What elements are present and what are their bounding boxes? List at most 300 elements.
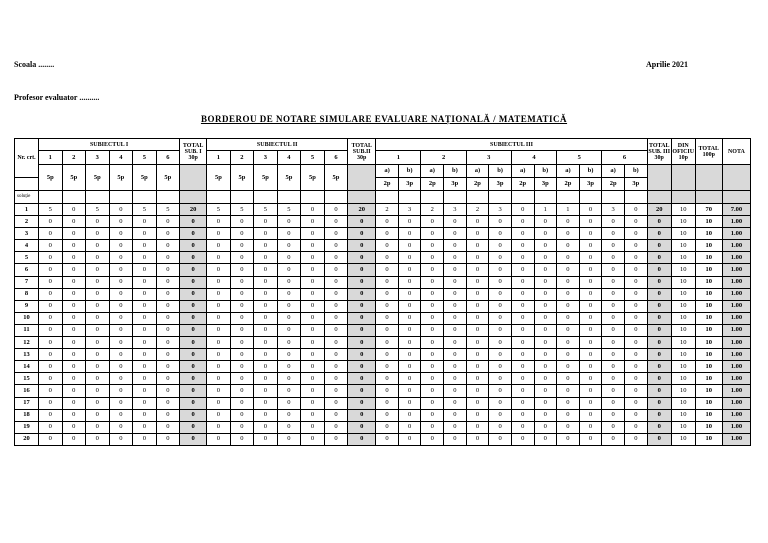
subject1-score: 0 xyxy=(156,288,180,300)
subject3-score: 0 xyxy=(602,361,625,373)
subject1-score: 0 xyxy=(133,300,157,312)
subject3-score: 0 xyxy=(579,433,602,445)
subject3-score: 0 xyxy=(489,385,512,397)
row-number: 18 xyxy=(15,409,39,421)
subject1-score: 0 xyxy=(109,337,133,349)
nota-score: 1.00 xyxy=(722,373,750,385)
subject3-score: 0 xyxy=(398,385,421,397)
subject3-score: 0 xyxy=(398,421,421,433)
student-row xyxy=(15,216,751,228)
subject3-score: 0 xyxy=(489,421,512,433)
subject2-score: 5 xyxy=(254,204,278,216)
subject2-item-header: 5 xyxy=(301,151,325,165)
subject2-score: 0 xyxy=(324,228,348,240)
total2-header: TOTAL SUB.II 30p xyxy=(348,139,376,165)
subject1-score: 0 xyxy=(39,252,63,264)
subject3-score: 0 xyxy=(398,397,421,409)
subject3-score: 0 xyxy=(421,240,444,252)
din-oficiu-header: DIN OFICIU 10p xyxy=(671,139,695,165)
subject3-score: 0 xyxy=(376,337,399,349)
subject1-score: 0 xyxy=(62,288,86,300)
student-row xyxy=(15,349,751,361)
subject3-score: 0 xyxy=(534,276,557,288)
subject3-score: 0 xyxy=(511,264,534,276)
student-row xyxy=(15,421,751,433)
subject3-score: 0 xyxy=(466,433,489,445)
subject3-score: 0 xyxy=(466,349,489,361)
subject1-score: 0 xyxy=(39,288,63,300)
subject3-score: 0 xyxy=(398,300,421,312)
subject3-score: 0 xyxy=(534,397,557,409)
total2-score: 0 xyxy=(348,300,376,312)
subject2-score: 0 xyxy=(207,361,231,373)
row-number: 10 xyxy=(15,312,39,324)
subject2-score: 0 xyxy=(207,324,231,336)
solution-cell xyxy=(557,191,580,204)
subject3-score: 0 xyxy=(444,288,467,300)
subject1-score: 0 xyxy=(62,385,86,397)
subject3-score: 0 xyxy=(557,397,580,409)
total-score: 10 xyxy=(695,312,722,324)
din-oficiu-score: 10 xyxy=(671,312,695,324)
total1-score: 0 xyxy=(180,228,207,240)
nota-score: 1.00 xyxy=(722,433,750,445)
subject3-score: 0 xyxy=(398,252,421,264)
subject2-score: 0 xyxy=(277,337,301,349)
subject3-score: 0 xyxy=(489,252,512,264)
subject2-score: 0 xyxy=(301,312,325,324)
solution-nota xyxy=(722,191,750,204)
subject2-score: 0 xyxy=(324,397,348,409)
total-score: 70 xyxy=(695,204,722,216)
student-row xyxy=(15,337,751,349)
subject3-score: 0 xyxy=(579,385,602,397)
subject3-points-header: 2p xyxy=(421,178,444,191)
subject1-score: 0 xyxy=(133,421,157,433)
subject1-score: 0 xyxy=(156,397,180,409)
subject3-score: 0 xyxy=(376,252,399,264)
subject3-score: 0 xyxy=(511,288,534,300)
subject2-item-header: 4 xyxy=(277,151,301,165)
total1-score: 0 xyxy=(180,361,207,373)
total2-score: 0 xyxy=(348,337,376,349)
subject3-score: 0 xyxy=(421,228,444,240)
total2-score: 0 xyxy=(348,409,376,421)
nota-score: 1.00 xyxy=(722,264,750,276)
subject3-score: 0 xyxy=(579,349,602,361)
subject1-score: 0 xyxy=(39,349,63,361)
subject1-score: 0 xyxy=(156,409,180,421)
total-points-cell xyxy=(695,165,722,191)
din-oficiu-score: 10 xyxy=(671,300,695,312)
subject1-score: 0 xyxy=(156,385,180,397)
subject3-score: 0 xyxy=(466,337,489,349)
subject1-score: 0 xyxy=(156,300,180,312)
subject2-score: 0 xyxy=(301,433,325,445)
solution-cell xyxy=(398,191,421,204)
subject1-item-header: 2 xyxy=(62,151,86,165)
subject1-score: 0 xyxy=(109,240,133,252)
total1-score: 0 xyxy=(180,373,207,385)
subject3-item-header: 3 xyxy=(466,151,511,165)
subject3-score: 0 xyxy=(534,349,557,361)
subject1-score: 0 xyxy=(156,433,180,445)
total-score: 10 xyxy=(695,240,722,252)
total-header: TOTAL 100p xyxy=(695,139,722,165)
subject3-score: 0 xyxy=(466,324,489,336)
solution-cell xyxy=(579,191,602,204)
subject1-item-header: 3 xyxy=(86,151,110,165)
subject3-score: 0 xyxy=(376,397,399,409)
subject3-score: 0 xyxy=(376,288,399,300)
subject3-score: 0 xyxy=(444,397,467,409)
subject3-part-header: b) xyxy=(624,165,647,178)
subject1-score: 0 xyxy=(62,300,86,312)
subject1-score: 0 xyxy=(133,409,157,421)
total2-score: 0 xyxy=(348,324,376,336)
subject2-score: 0 xyxy=(254,276,278,288)
total1-score: 20 xyxy=(180,204,207,216)
subject1-score: 5 xyxy=(133,204,157,216)
row-number: 5 xyxy=(15,252,39,264)
subject3-score: 0 xyxy=(376,312,399,324)
subject2-score: 0 xyxy=(301,252,325,264)
subject3-score: 0 xyxy=(624,373,647,385)
subject1-score: 0 xyxy=(62,240,86,252)
subject2-score: 0 xyxy=(277,252,301,264)
subject3-score: 0 xyxy=(489,337,512,349)
subject3-score: 1 xyxy=(557,204,580,216)
subject1-score: 0 xyxy=(62,433,86,445)
subject2-score: 0 xyxy=(324,216,348,228)
subject1-score: 5 xyxy=(156,204,180,216)
subject3-score: 0 xyxy=(376,349,399,361)
total2-score: 20 xyxy=(348,204,376,216)
subject3-score: 0 xyxy=(624,276,647,288)
subject3-score: 0 xyxy=(602,433,625,445)
subject2-score: 0 xyxy=(207,337,231,349)
subject3-score: 0 xyxy=(511,421,534,433)
total3-score: 20 xyxy=(647,204,671,216)
subject3-score: 0 xyxy=(444,300,467,312)
student-row xyxy=(15,373,751,385)
total1-score: 0 xyxy=(180,300,207,312)
subject3-points-header: 2p xyxy=(557,178,580,191)
subject1-score: 0 xyxy=(109,397,133,409)
subject3-score: 0 xyxy=(489,361,512,373)
subject3-score: 0 xyxy=(376,276,399,288)
subject2-score: 0 xyxy=(324,240,348,252)
subject2-score: 0 xyxy=(324,264,348,276)
subject3-score: 0 xyxy=(421,324,444,336)
subject1-score: 0 xyxy=(133,288,157,300)
subject3-score: 0 xyxy=(534,264,557,276)
subject3-score: 0 xyxy=(511,349,534,361)
subject2-score: 0 xyxy=(301,385,325,397)
subject3-score: 0 xyxy=(466,361,489,373)
subject3-score: 0 xyxy=(534,288,557,300)
solution-label: soluție xyxy=(15,191,39,204)
subject3-score: 0 xyxy=(624,397,647,409)
subject1-points-header: 5p xyxy=(39,165,63,191)
total-score: 10 xyxy=(695,264,722,276)
subject1-score: 5 xyxy=(86,204,110,216)
subject1-item-header: 4 xyxy=(109,151,133,165)
subject2-score: 0 xyxy=(230,385,254,397)
subject3-score: 0 xyxy=(376,373,399,385)
subject3-score: 0 xyxy=(444,276,467,288)
student-row xyxy=(15,276,751,288)
subject3-score: 0 xyxy=(421,373,444,385)
subject1-score: 0 xyxy=(156,373,180,385)
subject1-score: 0 xyxy=(133,373,157,385)
student-row xyxy=(15,361,751,373)
subject3-score: 0 xyxy=(398,264,421,276)
subject1-score: 0 xyxy=(133,252,157,264)
row-number: 7 xyxy=(15,276,39,288)
subject3-score: 0 xyxy=(579,288,602,300)
subject3-score: 0 xyxy=(421,397,444,409)
subject3-score: 0 xyxy=(624,264,647,276)
subject3-score: 0 xyxy=(579,409,602,421)
student-row xyxy=(15,409,751,421)
subject2-score: 0 xyxy=(207,300,231,312)
total3-score: 0 xyxy=(647,288,671,300)
total-score: 10 xyxy=(695,276,722,288)
subject2-score: 0 xyxy=(277,409,301,421)
subject1-score: 0 xyxy=(133,276,157,288)
row-number: 14 xyxy=(15,361,39,373)
subject3-score: 0 xyxy=(624,421,647,433)
row-number: 1 xyxy=(15,204,39,216)
total2-score: 0 xyxy=(348,349,376,361)
solution-total xyxy=(695,191,722,204)
subject2-score: 0 xyxy=(324,409,348,421)
subject3-score: 0 xyxy=(602,228,625,240)
date-label: Aprilie 2021 xyxy=(646,60,688,69)
solution-cell xyxy=(624,191,647,204)
solution-total3 xyxy=(647,191,671,204)
subject1-score: 0 xyxy=(39,397,63,409)
solution-cell xyxy=(133,191,157,204)
subject3-score: 0 xyxy=(624,337,647,349)
solution-row xyxy=(15,191,751,204)
subject3-score: 0 xyxy=(602,252,625,264)
subject3-score: 0 xyxy=(398,312,421,324)
total1-score: 0 xyxy=(180,433,207,445)
solution-cell xyxy=(301,191,325,204)
subject2-item-header: 1 xyxy=(207,151,231,165)
total-score: 10 xyxy=(695,409,722,421)
total-score: 10 xyxy=(695,216,722,228)
subject3-score: 0 xyxy=(602,421,625,433)
subject3-score: 0 xyxy=(421,349,444,361)
subject3-score: 0 xyxy=(444,252,467,264)
subject2-score: 0 xyxy=(230,276,254,288)
subject3-score: 0 xyxy=(511,252,534,264)
subject1-score: 0 xyxy=(109,312,133,324)
nota-score: 1.00 xyxy=(722,216,750,228)
subject3-points-header: 2p xyxy=(466,178,489,191)
din-oficiu-score: 10 xyxy=(671,421,695,433)
total-score: 10 xyxy=(695,421,722,433)
subject1-score: 0 xyxy=(86,240,110,252)
student-row xyxy=(15,312,751,324)
subject1-score: 0 xyxy=(39,409,63,421)
subject1-score: 0 xyxy=(39,300,63,312)
subject2-score: 0 xyxy=(301,288,325,300)
subject3-score: 3 xyxy=(444,204,467,216)
din-oficiu-score: 10 xyxy=(671,324,695,336)
subject3-score: 0 xyxy=(534,300,557,312)
subject2-score: 0 xyxy=(301,228,325,240)
subject3-score: 0 xyxy=(579,421,602,433)
subject1-score: 0 xyxy=(133,264,157,276)
subject3-score: 0 xyxy=(376,385,399,397)
subject3-score: 0 xyxy=(376,240,399,252)
subject1-score: 0 xyxy=(86,421,110,433)
row-number: 2 xyxy=(15,216,39,228)
subject3-score: 0 xyxy=(624,288,647,300)
subject2-score: 0 xyxy=(277,264,301,276)
subject2-score: 0 xyxy=(277,421,301,433)
total-score: 10 xyxy=(695,228,722,240)
subject3-score: 0 xyxy=(624,312,647,324)
nota-score: 1.00 xyxy=(722,276,750,288)
header-row-parts xyxy=(15,165,751,178)
subject3-score: 0 xyxy=(511,228,534,240)
total1-score: 0 xyxy=(180,409,207,421)
subject1-score: 0 xyxy=(62,276,86,288)
subject3-points-header: 3p xyxy=(534,178,557,191)
subject2-score: 0 xyxy=(230,252,254,264)
subject2-score: 0 xyxy=(301,409,325,421)
subject2-score: 0 xyxy=(230,228,254,240)
nota-score: 1.00 xyxy=(722,312,750,324)
subject1-score: 0 xyxy=(109,373,133,385)
subject1-score: 0 xyxy=(62,409,86,421)
subject2-score: 0 xyxy=(277,312,301,324)
subject3-part-header: b) xyxy=(579,165,602,178)
subject3-points-header: 3p xyxy=(489,178,512,191)
page-title: BORDEROU DE NOTARE SIMULARE EVALUARE NAȚIONALĂ / MATEMATICĂ xyxy=(200,114,568,124)
subject1-score: 0 xyxy=(62,252,86,264)
nota-score: 1.00 xyxy=(722,240,750,252)
total2-score: 0 xyxy=(348,252,376,264)
subject3-score: 0 xyxy=(421,409,444,421)
subject2-score: 0 xyxy=(254,409,278,421)
subject3-points-header: 2p xyxy=(511,178,534,191)
subject3-score: 0 xyxy=(466,228,489,240)
subject1-points-header: 5p xyxy=(156,165,180,191)
solution-cell xyxy=(511,191,534,204)
subject1-score: 0 xyxy=(109,264,133,276)
subject3-score: 0 xyxy=(398,276,421,288)
subject1-score: 0 xyxy=(62,228,86,240)
subject1-score: 0 xyxy=(156,337,180,349)
subject3-score: 0 xyxy=(624,385,647,397)
subject3-score: 0 xyxy=(557,421,580,433)
subject2-score: 0 xyxy=(254,228,278,240)
subject3-score: 0 xyxy=(421,337,444,349)
total-score: 10 xyxy=(695,288,722,300)
total-score: 10 xyxy=(695,324,722,336)
subject2-score: 0 xyxy=(230,397,254,409)
total3-score: 0 xyxy=(647,361,671,373)
subject3-score: 0 xyxy=(557,337,580,349)
subject1-score: 0 xyxy=(133,324,157,336)
subject2-score: 0 xyxy=(324,337,348,349)
solution-cell xyxy=(466,191,489,204)
total1-score: 0 xyxy=(180,276,207,288)
subject3-score: 0 xyxy=(557,324,580,336)
subject3-score: 0 xyxy=(421,312,444,324)
total3-score: 0 xyxy=(647,409,671,421)
student-row xyxy=(15,252,751,264)
subject1-score: 0 xyxy=(86,385,110,397)
subject2-score: 0 xyxy=(207,240,231,252)
subject2-score: 0 xyxy=(324,433,348,445)
subject3-score: 0 xyxy=(534,433,557,445)
row-number: 13 xyxy=(15,349,39,361)
total1-score: 0 xyxy=(180,397,207,409)
total2-score: 0 xyxy=(348,397,376,409)
subject3-score: 0 xyxy=(421,385,444,397)
subject1-item-header: 6 xyxy=(156,151,180,165)
subject2-score: 0 xyxy=(207,433,231,445)
subject3-score: 0 xyxy=(579,204,602,216)
subject3-score: 0 xyxy=(489,349,512,361)
subject1-score: 0 xyxy=(62,216,86,228)
total1-score: 0 xyxy=(180,312,207,324)
subject3-score: 0 xyxy=(602,264,625,276)
subject2-points-header: 5p xyxy=(207,165,231,191)
subject1-score: 0 xyxy=(86,264,110,276)
subject1-score: 0 xyxy=(109,324,133,336)
total2-score: 0 xyxy=(348,264,376,276)
nota-score: 1.00 xyxy=(722,385,750,397)
subject3-score: 0 xyxy=(557,216,580,228)
subject1-score: 0 xyxy=(133,337,157,349)
subject1-score: 0 xyxy=(62,337,86,349)
subject2-score: 0 xyxy=(230,264,254,276)
student-row xyxy=(15,288,751,300)
subject2-score: 0 xyxy=(277,385,301,397)
subject2-score: 0 xyxy=(230,409,254,421)
row-number: 15 xyxy=(15,373,39,385)
student-row xyxy=(15,228,751,240)
subject2-score: 0 xyxy=(301,361,325,373)
subject3-score: 0 xyxy=(579,264,602,276)
subject3-score: 0 xyxy=(557,349,580,361)
subject2-score: 0 xyxy=(324,288,348,300)
nota-score: 1.00 xyxy=(722,361,750,373)
subject3-score: 0 xyxy=(466,397,489,409)
total3-score: 0 xyxy=(647,433,671,445)
subject3-score: 0 xyxy=(398,216,421,228)
total3-score: 0 xyxy=(647,421,671,433)
subject3-score: 0 xyxy=(466,312,489,324)
subject3-score: 0 xyxy=(557,264,580,276)
nota-score: 1.00 xyxy=(722,324,750,336)
din-oficiu-score: 10 xyxy=(671,433,695,445)
student-row xyxy=(15,397,751,409)
nota-header: NOTA xyxy=(722,139,750,165)
subject1-score: 0 xyxy=(156,252,180,264)
subject3-score: 0 xyxy=(444,433,467,445)
solution-total1 xyxy=(180,191,207,204)
subject2-score: 0 xyxy=(324,276,348,288)
